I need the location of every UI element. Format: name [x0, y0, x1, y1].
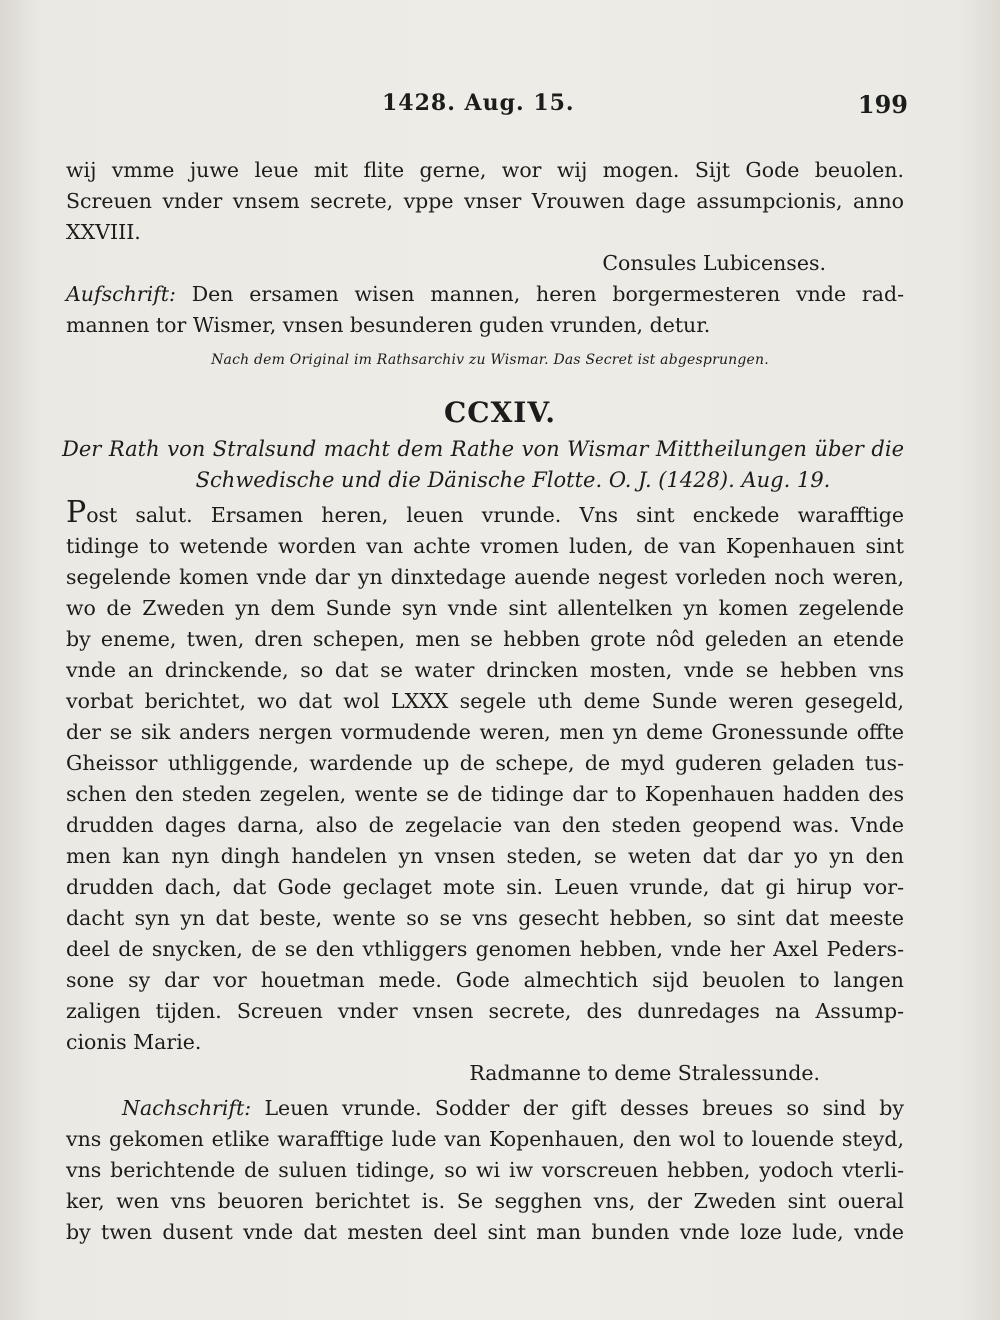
- text-line: vns berichtende de suluen tidinge, so wi iw vorscreuen hebben, yodoch vterli-: [66, 1158, 904, 1182]
- text-line: drudden dach, dat Gode geclaget mote sin. Leuen vrunde, dat gi hirup vor-: [66, 875, 904, 899]
- text-line: tidinge to wetende worden van achte vromen luden, de van Kopenhauen sint: [66, 534, 904, 558]
- text-line: ker, wen vns beuoren berichtet is. Se segghen vns, der Zweden sint oueral: [66, 1189, 904, 1213]
- summary-line: Schwedische und die Dänische Flotte. O. J. (1428). Aug. 19.: [195, 468, 831, 492]
- page-header: [60, 90, 908, 130]
- text-line: deel de snycken, de se den vthliggers genomen hebben, vnde her Axel Peders-: [66, 937, 904, 961]
- text-line: wo de Zweden yn dem Sunde syn vnde sint allentelken yn komen zegelende: [66, 596, 904, 620]
- text-line: [66, 495, 904, 531]
- text-line: dacht syn yn dat beste, wente so se vns gesecht hebben, so sint dat meeste: [66, 906, 904, 930]
- text-line: der se sik anders nergen vormudende weren, men yn deme Gronessunde offte: [66, 720, 904, 744]
- signature-stralsund: Radmanne to deme Stralessunde.: [469, 1061, 820, 1085]
- address-text: Den ersamen wisen mannen, heren borgermesteren vnde rad-: [175, 282, 904, 306]
- text-line: segelende komen vnde dar yn dinxtedage auende negest vorleden noch weren,: [66, 565, 904, 589]
- text-line: sone sy dar vor houetman mede. Gode almechtich sijd beuolen to langen: [66, 968, 904, 992]
- text-line: men kan nyn dingh handelen yn vnsen steden, se weten dat dar yo yn den: [66, 844, 904, 868]
- letter-body: [66, 495, 904, 1089]
- text-line: vorbat berichtet, wo dat wol LXXX segele uth deme Sunde weren gesegeld,: [66, 689, 904, 713]
- text-line: vnde an drinckende, so dat se water drincken mosten, vnde se hebben vns: [66, 658, 904, 682]
- document-number: CCXIV.: [444, 396, 556, 429]
- previous-letter-ending: [66, 155, 904, 341]
- signature-lubeck: Consules Lubicenses.: [602, 251, 826, 275]
- page-number: 199: [857, 90, 908, 119]
- header-date: 1428. Aug. 15.: [382, 90, 575, 116]
- first-line-text: ost salut. Ersamen heren, leuen vrunde. Vns sint enckede warafftige: [86, 503, 904, 527]
- text-line: cionis Marie.: [66, 1030, 202, 1054]
- text-line: by eneme, twen, dren schepen, men se hebben grote nôd geleden an etende: [66, 627, 904, 651]
- source-note: Nach dem Original im Rathsarchiv zu Wismar. Das Secret ist abgesprungen.: [211, 352, 769, 368]
- address-line: mannen tor Wismer, vnsen besunderen guden vrunden, detur.: [66, 313, 711, 337]
- text-line: schen den steden zegelen, wente se de tidinge dar to Kopenhauen hadden des: [66, 782, 904, 806]
- text-line: Screuen vnder vnsem secrete, vppe vnser Vrouwen dage assumpcionis, anno: [66, 189, 904, 213]
- initial-letter: P: [66, 495, 87, 530]
- text-line: drudden dages darna, also de zegelacie van den steden geopend was. Vnde: [66, 813, 904, 837]
- address-label: Aufschrift:: [66, 282, 176, 306]
- document-summary: [62, 434, 904, 496]
- text-line: vns gekomen etlike warafftige lude van Kopenhauen, den wol to louende steyd,: [66, 1127, 904, 1151]
- summary-line: Der Rath von Stralsund macht dem Rathe von Wismar Mittheilungen über die: [62, 437, 904, 461]
- text-line: zaligen tijden. Screuen vnder vnsen secrete, des dunredages na Assump-: [66, 999, 904, 1023]
- text-line: Gheissor uthliggende, wardende up de schepe, de myd guderen geladen tus-: [66, 751, 904, 775]
- text-line: XXVIII.: [66, 220, 141, 244]
- address-line: [66, 279, 904, 310]
- postscript-text: Leuen vrunde. Sodder der gift desses breues so sind by: [251, 1096, 904, 1120]
- text-line: wij vmme juwe leue mit flite gerne, wor wij mogen. Sijt Gode beuolen.: [66, 158, 904, 182]
- text-line: by twen dusent vnde dat mesten deel sint man bunden vnde loze lude, vnde: [66, 1220, 904, 1244]
- text-line: [66, 1093, 904, 1124]
- postscript-label: Nachschrift:: [122, 1096, 252, 1120]
- postscript: [66, 1093, 904, 1248]
